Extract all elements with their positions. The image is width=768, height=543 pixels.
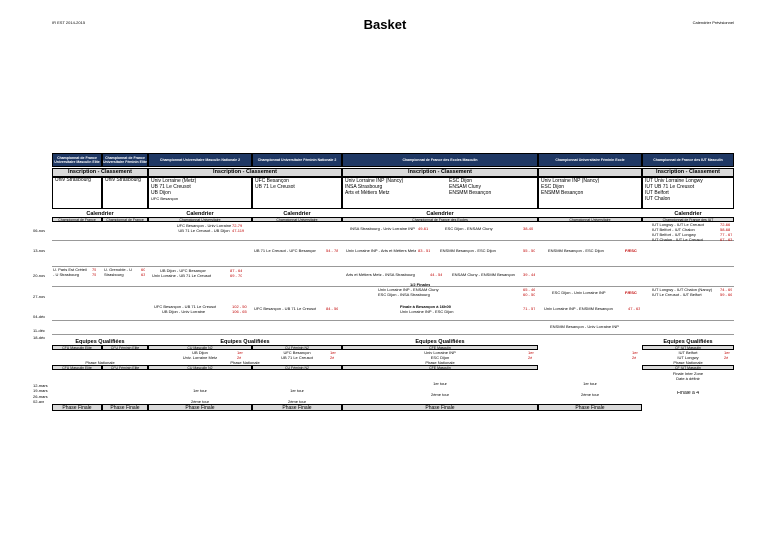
rank-badge: 2è bbox=[724, 355, 729, 360]
match: Arts et Métiers Metz - INSA Strasbourg bbox=[346, 272, 415, 277]
score: 72-66 bbox=[720, 222, 731, 227]
date-label: 04-déc bbox=[33, 314, 46, 319]
qualified-title-elite: Equipes Qualifiées bbox=[75, 339, 125, 345]
match: UFC Besançon - Univ Lorraine bbox=[176, 223, 232, 228]
match: UB 71 Le Creusot - UFC Besançon bbox=[254, 248, 317, 253]
col-header-fem-ecole: Championnat Universitaire Féminin Ecole bbox=[538, 153, 642, 167]
match: ESC Dijon - INSA Strasbourg bbox=[378, 292, 430, 297]
score: 102 - 50 bbox=[232, 304, 247, 309]
match: ENSAM Cluny - ENSMM Besançon bbox=[452, 272, 515, 277]
team-label: UFC Besançon bbox=[151, 196, 179, 201]
team-label: UB 71 Le Creusot bbox=[151, 184, 191, 190]
match: IUT Chalon - IUT Le Creusot bbox=[652, 237, 703, 242]
team-label: IUT Chalon bbox=[645, 196, 671, 202]
match: UB 71 Le Creusot - UB Dijon bbox=[178, 228, 230, 233]
calendar-sub-n2m: Championnat Universitaire bbox=[148, 217, 252, 222]
final-four: Finale à 4 bbox=[677, 391, 699, 396]
match: ESC Dijon - Univ Lorraine INP bbox=[552, 290, 606, 295]
qualified-sub: CFU Masculin Elite bbox=[52, 345, 102, 350]
phase-finale: Phase Finale bbox=[538, 404, 642, 411]
tour-label: 1er tour bbox=[433, 381, 447, 386]
page-title: Basket bbox=[363, 17, 407, 32]
col-header-elite-f: Championnat de France Universitaire Féminin Elite bbox=[102, 153, 148, 167]
calendar-sub-fem: Championnat Universitaire bbox=[538, 217, 642, 222]
match: Univ Lorraine INP - ESC Dijon bbox=[400, 309, 454, 314]
match: ENSMM Besançon - Univ Lorraine INP bbox=[550, 324, 619, 329]
team-label: ENSMM Besançon bbox=[541, 190, 584, 196]
match: IUT Longwy - IUT Le Creusot bbox=[652, 222, 704, 227]
match: U. Grenoble - U Strasbourg bbox=[104, 267, 133, 277]
match: UFC Besançon - UB 71 Le Creusot bbox=[154, 304, 217, 309]
date-label: 06-nov bbox=[33, 228, 46, 233]
team-label: UB Dijon bbox=[151, 190, 171, 196]
calendar-title-iut: Calendrier bbox=[674, 211, 702, 217]
team-label: ENSMM Besançon bbox=[449, 190, 492, 196]
rank-badge: 2è bbox=[330, 355, 335, 360]
calendar-sub-iut: Championnat de France des IUT bbox=[642, 217, 734, 222]
match: Univ Lorraine INP - ENSAM Cluny bbox=[378, 287, 439, 292]
qualified-team: ESC Dijon bbox=[430, 355, 450, 360]
team-label: IUT Belfort bbox=[645, 190, 669, 196]
qualified-sub: CF IUT Masculin bbox=[642, 365, 734, 370]
score: 47 - 63 bbox=[628, 306, 641, 311]
score: 75 bbox=[92, 272, 97, 277]
inscription-elite-m bbox=[52, 177, 102, 209]
score: 47-119 bbox=[232, 228, 245, 233]
tour-label: 2ème tour bbox=[287, 399, 306, 404]
date-label: 12-mars bbox=[33, 383, 48, 388]
score: 63 bbox=[141, 272, 146, 277]
round-title: 1/2 Finales bbox=[410, 282, 431, 287]
header-left: IR EST 2014-2015 bbox=[52, 20, 86, 25]
score: 84 - 56 bbox=[326, 306, 339, 311]
score: 44 - 54 bbox=[430, 272, 443, 277]
date-label: 13-nov bbox=[33, 248, 46, 253]
score: 83 - 51 bbox=[418, 248, 431, 253]
qualified-title-ecoles: Equipes Qualifiées bbox=[415, 339, 465, 345]
round-title: Finale à Besançon à 16h00 bbox=[400, 304, 451, 309]
date-label: 26-mars bbox=[33, 394, 48, 399]
match: Univ Lorraine INP - ENSMM Besançon bbox=[544, 306, 613, 311]
tour-label: 2ème tour bbox=[190, 399, 209, 404]
score: 54 - 78 bbox=[326, 248, 339, 253]
calendar-sub-elite-f: Championnat de France bbox=[102, 217, 148, 222]
date-label: 19-mars bbox=[33, 388, 48, 393]
calendar-sub-ecoles: Championnat de France des Ecoles bbox=[342, 217, 538, 222]
score: 60 bbox=[141, 267, 146, 272]
date-label: 20-nov bbox=[33, 273, 46, 278]
rank-badge: 2è bbox=[237, 355, 242, 360]
qualified-sub: CU Masculin N2 bbox=[148, 345, 252, 350]
qualified-title-n2: Equipes Qualifiées bbox=[220, 339, 270, 345]
score: 65 - 46 bbox=[523, 287, 536, 292]
match: IUT Le Creusot - IUT Belfort bbox=[652, 292, 702, 297]
match: IUT Belfort - IUT Chalon bbox=[652, 227, 695, 232]
match: IUT Longwy - IUT Chalon (Nancy) bbox=[652, 287, 713, 292]
score: 69 - 70 bbox=[230, 273, 243, 278]
qualified-sub: CFU Féminin Elite bbox=[102, 345, 148, 350]
col-header-n2-m: Championnat Universitaire Masculin Nationale 2 bbox=[148, 153, 252, 167]
phase-label: Phase Nationale bbox=[425, 360, 455, 365]
inscription-fem-ecole bbox=[538, 177, 642, 209]
date-label: 27-nov bbox=[33, 294, 46, 299]
phase-finale: Phase Finale bbox=[252, 404, 342, 411]
qualified-sub: CU Masculin N2 bbox=[148, 365, 252, 370]
score: 39 - 44 bbox=[523, 272, 536, 277]
header-right: Calendrier Prévisionnel bbox=[692, 20, 734, 25]
calendar-sub-n2f: Championnat Universitaire bbox=[252, 217, 342, 222]
match: ENSMM Besançon - ESC Dijon bbox=[548, 248, 604, 253]
qualified-sub: CF IUT Masculin bbox=[642, 345, 734, 350]
match: ENSMM Besançon - ESC Dijon bbox=[440, 248, 496, 253]
qualified-title-iut: Equipes Qualifiées bbox=[663, 339, 713, 345]
inscription-label-fem bbox=[538, 168, 642, 177]
rank-badge: 1er bbox=[330, 350, 336, 355]
match: UB Dijon - Univ Lorraine bbox=[162, 309, 206, 314]
date-label: 02-avr bbox=[33, 399, 45, 404]
score: 74 - 69 bbox=[720, 287, 733, 292]
inscription-label-iut: Inscription - Classement bbox=[642, 168, 734, 177]
qualified-team: UFC Besançon bbox=[283, 350, 311, 355]
rank-badge: 1er bbox=[632, 350, 638, 355]
tour-label: 1er tour bbox=[193, 388, 207, 393]
inscription-label-ecoles: Inscription - Classement bbox=[342, 168, 538, 177]
score: 49-61 bbox=[418, 226, 429, 231]
score: 87 - 64 bbox=[230, 268, 243, 273]
qualified-team: IUT Longwy bbox=[677, 355, 699, 360]
team-label: ESC Dijon bbox=[541, 184, 565, 190]
phase-finale: Phase Finale bbox=[102, 404, 148, 411]
team-label: Univ Lorraine INP (Nancy) bbox=[345, 178, 404, 184]
match: IUT Belfort - IUT Longwy bbox=[652, 232, 696, 237]
team-label: Univ Lorraine (Metz) bbox=[151, 178, 197, 184]
score: 71 - 57 bbox=[523, 306, 536, 311]
phase-label: Phase Nationale bbox=[673, 360, 703, 365]
col-header-ecoles: Championnat de France des Ecoles Masculin bbox=[342, 153, 538, 167]
status-badge: F/ESC bbox=[625, 248, 637, 253]
match: ESC Dijon - ENSAM Cluny bbox=[445, 226, 493, 231]
qualified-sub: CFE Masculin bbox=[342, 345, 538, 350]
qualified-team: UB 71 Le Creusot bbox=[281, 355, 313, 360]
rank-badge: 2è bbox=[528, 355, 533, 360]
team-label: UB 71 Le Creusot bbox=[255, 184, 295, 190]
qualified-sub: CU Féminin N2 bbox=[252, 345, 342, 350]
status-badge: F/ESC bbox=[625, 290, 637, 295]
inscription-n2-m bbox=[148, 177, 252, 209]
tour-label: 2ème tour bbox=[430, 392, 449, 397]
team-label: UFC Besançon bbox=[255, 178, 289, 184]
score: 59 - 66 bbox=[720, 292, 733, 297]
score: 75 bbox=[92, 267, 97, 272]
rank-badge: 1er bbox=[237, 350, 243, 355]
qualified-sub: CFU Féminin Elite bbox=[102, 365, 148, 370]
score: 67 - 63 bbox=[720, 237, 733, 242]
inscription-n2-f bbox=[252, 177, 342, 209]
inter-zone-date: Date à définir bbox=[676, 376, 700, 381]
qualified-sub: CFU Masculin Elite bbox=[52, 365, 102, 370]
tour-label: 2ème tour bbox=[580, 392, 599, 397]
tour-label: 1er tour bbox=[290, 388, 304, 393]
match: UFC Besançon - UB 71 Le Creusot bbox=[254, 306, 317, 311]
inscription-label-n2: Inscription - Classement bbox=[148, 168, 342, 177]
match: U. Paris Est Créteil - U Strasbourg bbox=[53, 267, 87, 277]
inter-zone: Finale Inter Zone bbox=[672, 371, 704, 376]
calendar-title-ecoles: Calendrier bbox=[426, 211, 454, 217]
score: 72-79 bbox=[232, 223, 243, 228]
phase-finale: Phase Finale bbox=[342, 404, 538, 411]
row-divider bbox=[52, 321, 734, 335]
team-label: IUT UB 71 Le Creusot bbox=[645, 184, 695, 190]
calendar-title-n2m: Calendrier bbox=[186, 211, 214, 217]
qualified-sub: CU Féminin N2 bbox=[252, 365, 342, 370]
date-label: 11-déc bbox=[33, 328, 45, 333]
score: 55 - 50 bbox=[523, 248, 536, 253]
team-label: ENSAM Cluny bbox=[449, 184, 481, 190]
match: UB Dijon - UFC Besançon bbox=[160, 268, 207, 273]
score: 58-68 bbox=[720, 227, 731, 232]
inscription-label-elite: Inscription - Classement bbox=[52, 168, 148, 177]
qualified-team: IUT Belfort bbox=[678, 350, 698, 355]
rank-badge: 2è bbox=[632, 355, 637, 360]
phase-label: Phase Nationale bbox=[85, 360, 115, 365]
phase-finale: Phase Finale bbox=[52, 404, 102, 411]
phase-label: Phase Nationale bbox=[230, 360, 260, 365]
row-divider bbox=[52, 232, 734, 241]
phase-finale: Phase Finale bbox=[148, 404, 252, 411]
inscription-ecoles bbox=[342, 177, 538, 209]
qualified-team: UB Dijon bbox=[192, 350, 208, 355]
calendar-title-elite: Calendrier bbox=[86, 211, 114, 217]
col-header-n2-f: Championnat Universitaire Féminin Nationale 2 bbox=[252, 153, 342, 167]
score: 77 - 67 bbox=[720, 232, 733, 237]
rank-badge: 1er bbox=[528, 350, 534, 355]
inscription-elite-f bbox=[102, 177, 148, 209]
qualified-sub: CFE Masculin bbox=[342, 365, 538, 370]
match: Univ Lorraine - UB 71 Le Creusot bbox=[152, 273, 212, 278]
team-label: Univ Strasbourg bbox=[55, 178, 91, 183]
score: 38-40 bbox=[523, 226, 534, 231]
team-label: Arts et Métiers Metz bbox=[345, 190, 390, 196]
inscription-iut bbox=[642, 177, 734, 209]
rank-badge: 1er bbox=[724, 350, 730, 355]
calendar-title-n2f: Calendrier bbox=[283, 211, 311, 217]
tour-label: 1er tour bbox=[583, 381, 597, 386]
match: Univ Lorraine INP - Arts et Métiers Metz bbox=[346, 248, 417, 253]
col-header-elite-m: Championnat de France Universitaire Masculin Elite bbox=[52, 153, 102, 167]
date-label: 18-déc bbox=[33, 335, 46, 340]
qualified-team: Univ. Lorraine Metz bbox=[182, 355, 218, 360]
col-header-iut: Championnat de France des IUT Masculin bbox=[642, 153, 734, 167]
team-label: Univ Lorraine INP (Nancy) bbox=[541, 178, 600, 184]
row-divider bbox=[52, 252, 734, 267]
qualified-team: Univ Lorraine INP bbox=[424, 350, 456, 355]
score: 60 - 50 bbox=[523, 292, 536, 297]
team-label: INSA Strasbourg bbox=[345, 184, 383, 190]
team-label: IUT Univ Lorraine Longwy bbox=[645, 178, 703, 184]
match: INSA Strasbourg - Univ Lorraine INP bbox=[350, 226, 415, 231]
team-label: Univ Strasbourg bbox=[105, 178, 141, 183]
team-label: ESC Dijon bbox=[449, 178, 473, 184]
calendar-sub-elite-m: Championnat de France bbox=[52, 217, 102, 222]
score: 106 - 65 bbox=[232, 309, 247, 314]
